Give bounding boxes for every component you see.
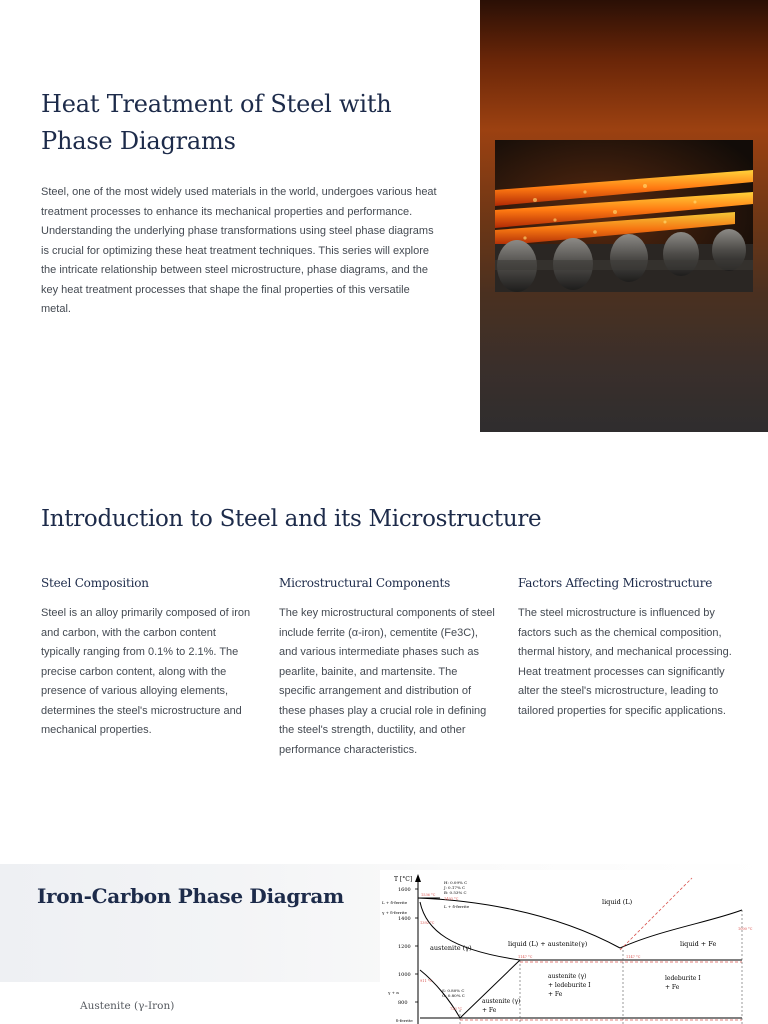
region-ledeburite-2: + Fe <box>665 984 680 991</box>
region-aus-led-3: + Fe <box>548 991 563 998</box>
column-factors-affecting <box>518 576 734 721</box>
temp-label: 1392 °C <box>420 921 435 925</box>
title-line-1: Heat Treatment of Steel with <box>41 90 392 118</box>
region-austenite: austenite (γ) <box>430 944 472 952</box>
temp-label: 1147 °C <box>518 955 533 959</box>
temp-label: 1493 °C <box>444 897 459 901</box>
hot-steel-billets-photo <box>495 140 753 292</box>
region-liquid: liquid (L) <box>602 898 633 906</box>
column-steel-composition <box>41 576 257 741</box>
column-body: Steel is an alloy primarily composed of iron and carbon, with the carbon content typically ranging from 0.1% to 2.1%. The precise carbon content, along with the presence of various alloying elements, determines the steel's microstructure and mechanical properties. <box>41 607 251 736</box>
region-aus-led-2: + ledeburite I <box>548 982 591 989</box>
label-l-delta-left: L + δ-ferrite <box>382 900 408 905</box>
column-heading: Steel Composition <box>41 576 149 590</box>
region-ledeburite-1: ledeburite I <box>665 975 701 982</box>
temp-label: 723 °C <box>450 1007 463 1011</box>
section-lower-strip <box>0 982 380 1024</box>
label-delta-gamma: γ + δ-ferrite <box>382 910 407 915</box>
phase-diagram-svg <box>380 870 768 1024</box>
tick-label: 1000 <box>398 972 411 978</box>
page-title <box>41 86 441 160</box>
section-title-intro: Introduction to Steel and its Microstructure <box>41 506 542 532</box>
intro-paragraph: Steel, one of the most widely used materials in the world, undergoes various heat treatment processes to enhance its mechanical properties and performance. Understanding the underlying phase transformations using steel phase diagrams is crucial for optimizing these heat treatment techniques. This series will explore the intricate relationship between steel microstructure, phase diagrams, and the key heat treatment processes that shape the final properties of this versatile metal. <box>41 186 437 315</box>
column-heading: Factors Affecting Microstructure <box>518 576 713 590</box>
vertical-guides <box>460 910 742 1024</box>
region-aus-led-1: austenite (γ) <box>548 973 587 980</box>
label-point-h: H: 0.09% C <box>444 880 468 885</box>
iron-carbon-phase-diagram <box>380 870 768 1024</box>
phase-diagram-section <box>0 864 768 1024</box>
tick-label: 1200 <box>398 944 411 950</box>
column-body: The key microstructural components of steel include ferrite (α-iron), cementite (Fe3C), and various intermediate phases such as pearlite, bainite, and martensite. The specific arrangement and distribution of these phases play a crucial role in defining the steel's strength, ductility, and other performance characteristics. <box>279 607 495 756</box>
region-liquid-austenite: liquid (L) + austenite(γ) <box>508 940 588 948</box>
label-delta-ferrite: δ-ferrite <box>396 1018 413 1023</box>
column-body: The steel microstructure is influenced by factors such as the chemical composition, thermal history, and mechanical processing. Heat treatment processes can significantly alter the steel's microstructure, leading to tailored properties for specific applications. <box>518 607 732 717</box>
label-gamma-alpha: γ + α <box>388 990 399 995</box>
tick-label: 1400 <box>398 916 411 922</box>
label-point-s: S: 0.80% C <box>442 988 465 993</box>
axis-arrow-icon <box>415 874 421 882</box>
tick-label: 1600 <box>398 887 411 893</box>
label-point-b: B: 0.53% C <box>444 890 467 895</box>
billets-illustration <box>495 140 753 292</box>
column-microstructural-components <box>279 576 495 760</box>
region-aus-fe3c-2: + Fe <box>482 1007 497 1014</box>
tick-label: 800 <box>398 1000 408 1006</box>
label-point-g: G: 0.80% C <box>442 993 465 998</box>
section-title-phase-diagram: Iron-Carbon Phase Diagram <box>37 884 344 908</box>
title-line-2: Phase Diagrams <box>41 127 236 155</box>
temp-label: 1147 °C <box>626 955 641 959</box>
region-liquid-fe3c: liquid + Fe <box>680 940 717 948</box>
label-point-j: J: 0.17% C <box>444 885 466 890</box>
hero-text <box>41 86 441 320</box>
region-aus-fe3c-1: austenite (γ) <box>482 998 521 1005</box>
austenite-caption: Austenite (γ-Iron) <box>80 1000 175 1012</box>
temp-label: 1000 °C <box>738 927 753 931</box>
temperature-labels <box>420 893 753 1011</box>
label-l-delta: L + δ-ferrite <box>444 904 470 909</box>
column-heading: Microstructural Components <box>279 576 451 590</box>
intro-columns <box>41 576 741 786</box>
t-axis-label: T [°C] <box>394 876 413 883</box>
temp-label: 1536 °C <box>421 893 436 897</box>
temp-label: 911 °C <box>420 979 433 983</box>
hero-image <box>480 0 768 432</box>
